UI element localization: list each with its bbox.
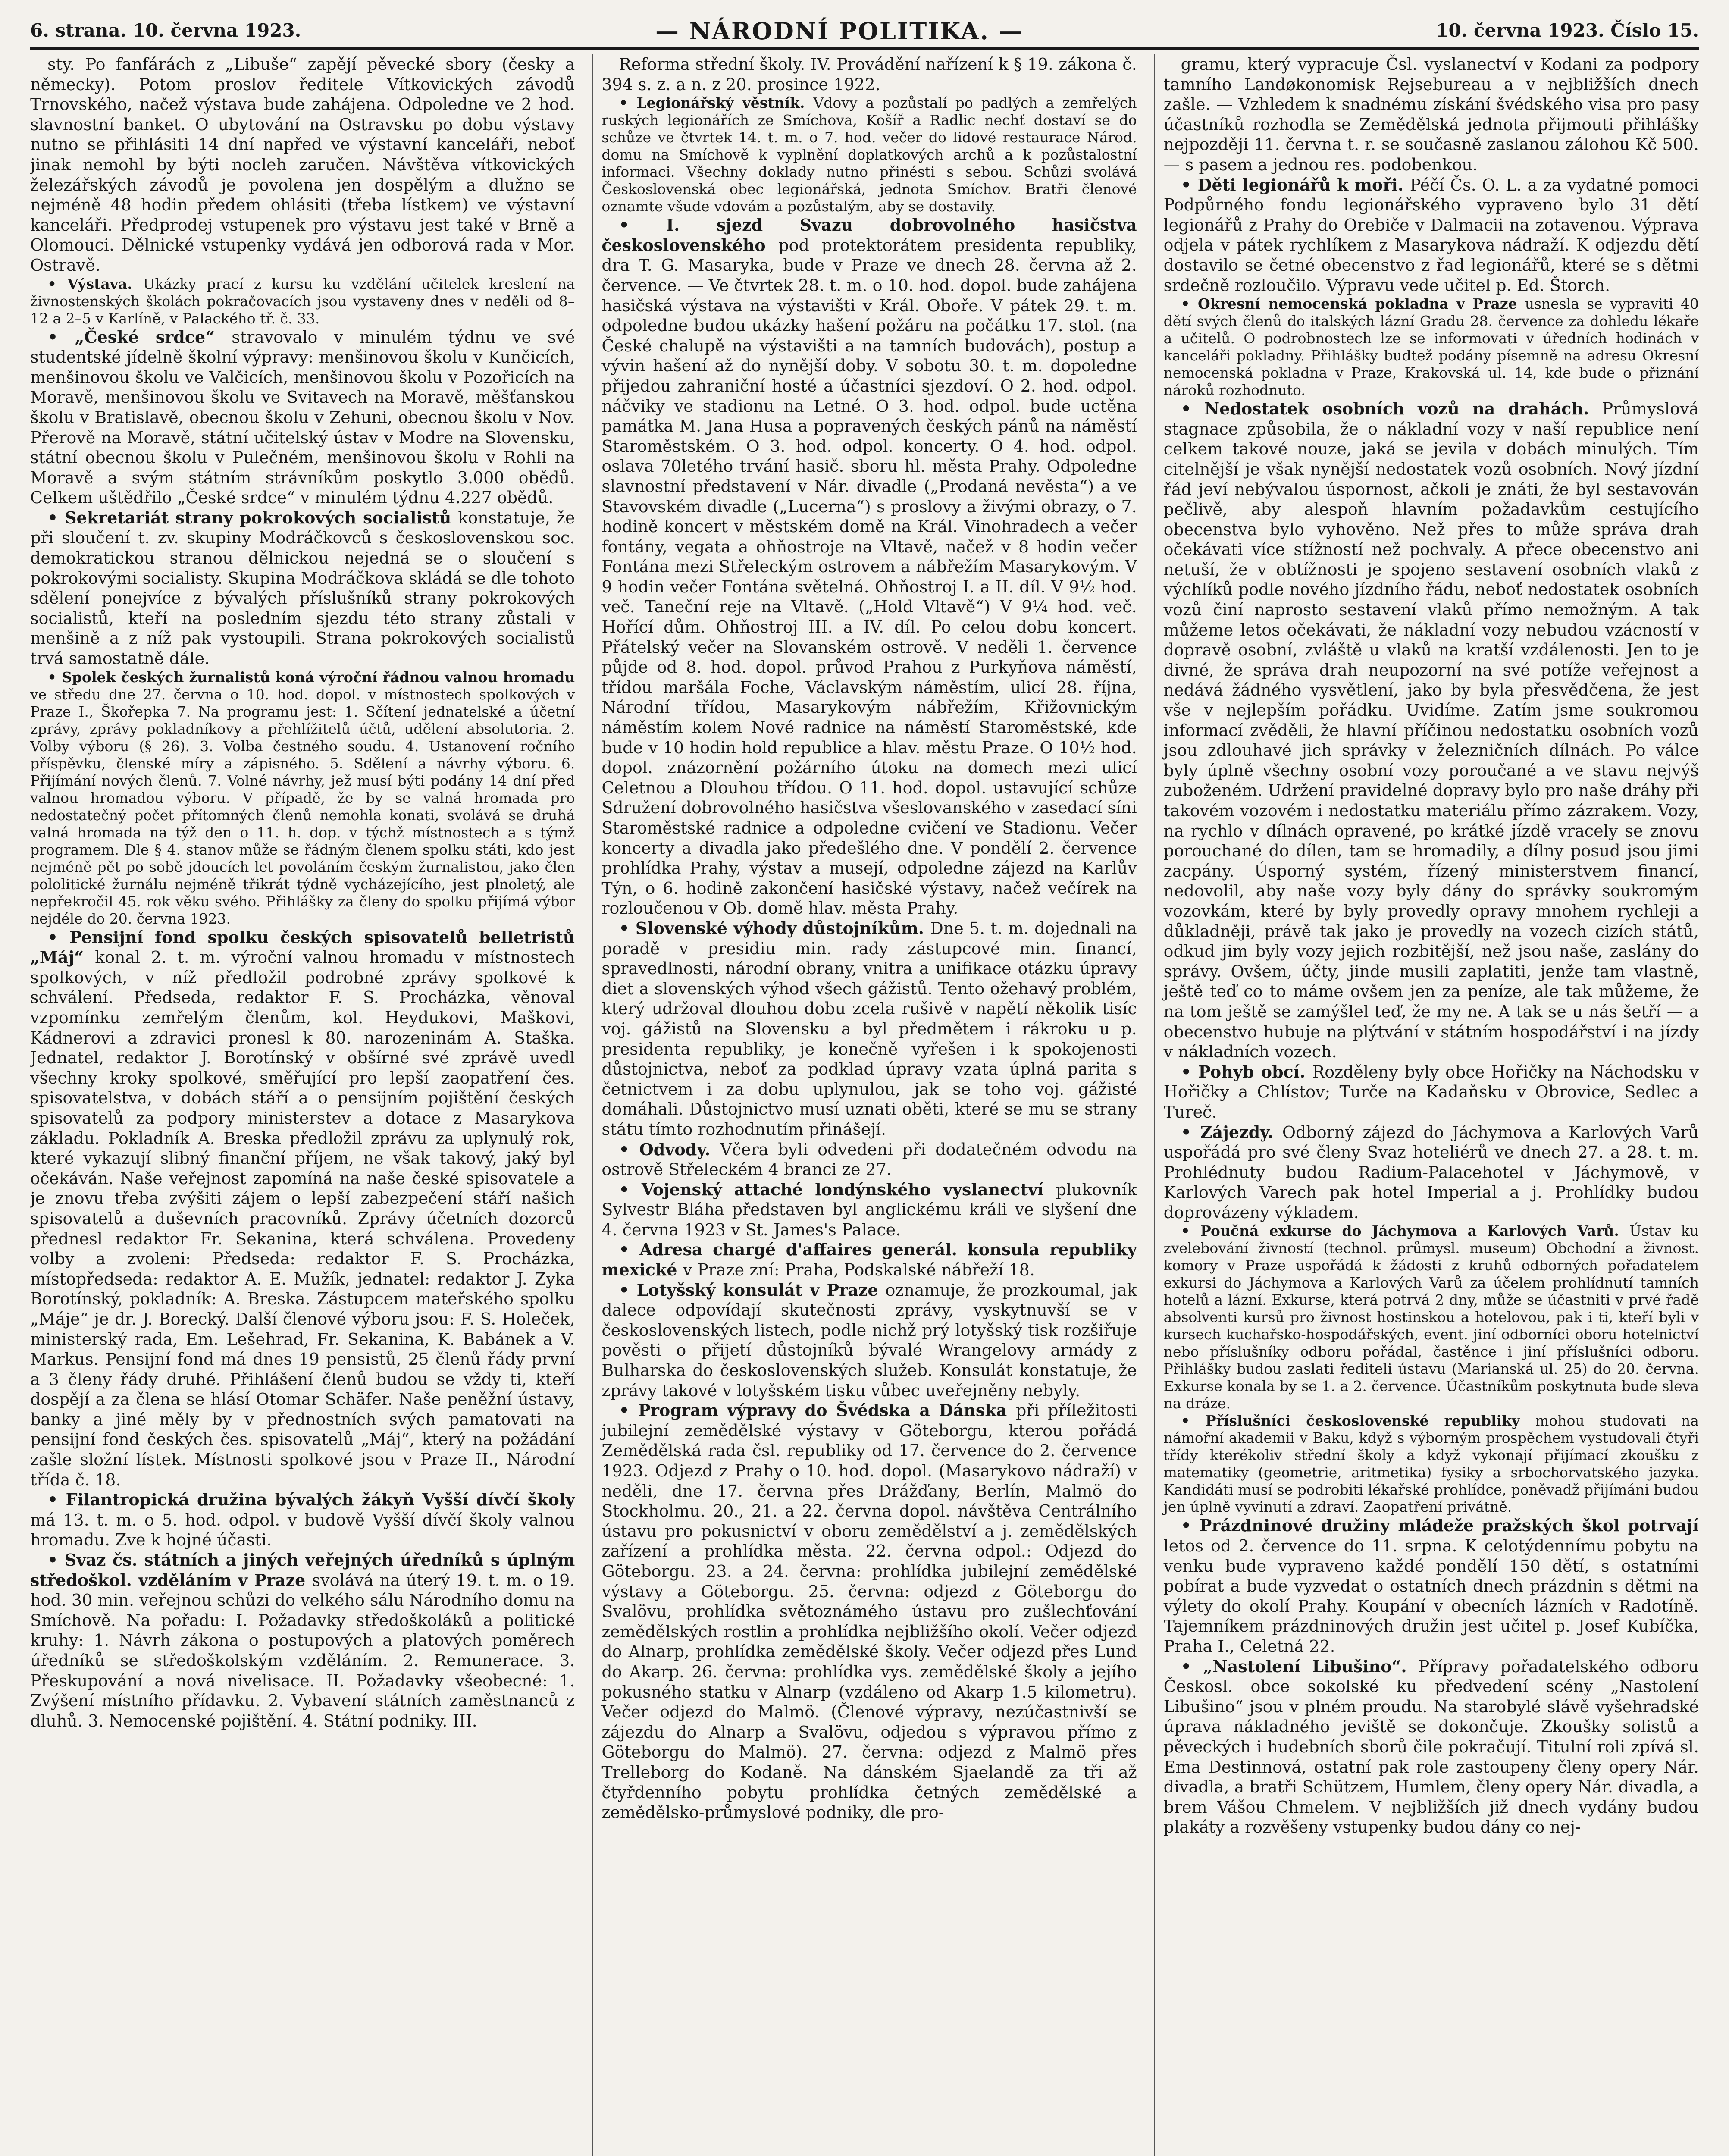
article-headline: • „České srdce“ <box>47 327 232 347</box>
article-body: gramu, který vypracuje Čsl. vyslanectví v Kodani za podpory tamního Landøkonomisk Rejsebureau a v nejbližších dnech zašle. — Vzhledem k snadnému získání švédského visa pro pasy účastníků rozhodla se Zemědělská jednota přijmouti přihlášky nejpozději 11. června t. r. se současně zaslanou zálohou Kč 500.— s pasem a jednou res. podobenkou. <box>1163 55 1699 174</box>
article-headline: • Legionářský věstník. <box>619 94 814 112</box>
article-body: pod protektorátem presidenta republiky, dra T. G. Masaryka, bude v Praze ve dnech 28. června až 2. července. — Ve čtvrtek 28. t. m. o 10. hod. dopol. bude zahájena hasičská výstava na výstavišti v Král. Oboře. V pátek 29. t. m. odpoledne budou ukázky hašení požáru na počátku 17. stol. (na České chalupě na výstavišti a na tamních budovách), postup a vývin hašení až do nynější doby. V sobotu 30. t. m. dopoledne přijedou zahraniční hosté a účastníci sjezdoví. O 2. hod. odpol. náčviky ve stadionu na Letné. O 3. hod. odpol. bude uctěna památka M. Jana Husa a popravených českých pánů na náměstí Staroměstském. O 3. hod. odpol. koncerty. O 4. hod. odpol. oslava 70letého trvání hasič. sboru hl. města Prahy. Odpoledne slavnostní představení v Nár. divadle („Prodaná nevěsta“) a ve Stavovském divadle („Lucerna“) s proslovy a živými obrazy, o 7. hodině koncert v městském domě na Král. Vinohradech a večer fontány, vegata a ohňostroje na Vltavě, načež v 8 hodin večer Fontána mezi Střeleckým ostrovem a nábřežím Masarykovým. V 9 hodin večer Fontána světelná. Ohňostroj I. a II. díl. V 9½ hod. več. Taneční reje na Vltavě. („Hold Vltavě“) V 9¼ hod. več. Hořící dům. Ohňostroj III. a IV. díl. Po celou dobu koncert. Přátelský večer na Slovanském ostrově. V neděli 1. července půjde od 8. hod. dopol. průvod Prahou z Purkyňova náměstí, třídou maršála Foche, Václavským náměstím, ulicí 28. října, Národní třídou, Masarykovým nábřežím, Křižovnickým náměstím kolem Nové radnice na náměstí Staroměstské, kde bude v 10 hodin hold republice a hlav. městu Praze. O 10½ hod. dopol. znázornění požárního útoku na domech mezi ulicí Celetnou a Dlouhou třídou. O 11. hod. dopol. ustavující schůze Sdružení dobrovolného hasičstva všeslovanského v zasedací síni Staroměstské radnice a odpoledne cvičení ve Stadionu. Večer koncerty a divadla jako předešlého dne. V pondělí 2. července prohlídka Prahy, výstav a musejí, odpoledne zájezd na Karlův Týn, o 6. hodině zakončení hasičské výstavy, načež večírek na rozloučenou v Ob. domě hlav. města Prahy. <box>601 235 1137 918</box>
article-headline: • „Nastolení Libušino“. <box>1181 1656 1419 1676</box>
article-paragraph <box>1164 1062 1699 1122</box>
article-paragraph <box>1164 1657 1699 1837</box>
article-paragraph <box>30 1550 575 1731</box>
article-paragraph <box>1164 1222 1699 1412</box>
column-1 <box>30 54 575 2156</box>
article-body: Přípravy pořadatelského odboru Českosl. obce sokolské ku předvedení scény „Nastolení Libušino“ jsou v plném proudu. Na starobylé slávě vyšehradské úprava nákladného jeviště se dokončuje. Zkoušky solistů a pěveckých i hudebních sborů čile pokračují. Titulní roli zpívá sl. Ema Destinnová, ostatní pak role zastoupeny členy opery Nár. divadla, a bratři Schützem, Humlem, členy opery Nár. divadla, a brem Vášou Chmelem. V nejbližších již dnech vydány budou plakáty a rozvěšeny vstupenky budou dány co nej- <box>1163 1657 1699 1837</box>
header-issue: 10. června 1923. Číslo 15. <box>1436 20 1699 41</box>
article-body: Vdovy a pozůstalí po padlých a zemřelých ruských legionářích ze Smíchova, Košíř a Radlic nechť dostaví se do schůze ve čtvrtek 14. t. m. o 7. hod. večer do lidové restaurace Národ. domu na Smíchově k vyplnění doplatkových archů a k pozůstalostní informaci. Všechny doklady nutno přinésti s sebou. Schůzi svolává Československá obec legionářská, jednota Smíchov. Bratři členové oznamte všude vdovám a pozůstalým, aby se dostavily. <box>601 94 1137 215</box>
article-body: konal 2. t. m. výroční valnou hromadu v místnostech spolkových, v níž předložil podrobné zprávy spolkové k schválení. Předseda, redaktor F. S. Procházka, věnoval vzpomínku zemřelým členům, kol. Heydukovi, Maškovi, Kádnerovi a zdravici pronesl k 80. narozeninám A. Staška. Jednatel, redaktor J. Borotínský v obšírné své zprávě uvedl všechny kroky spolkové, směřující pro lepší zaopatření čes. spisovatelstva, v dobách stáří a o pensijním pojištění českých spisovatelů za podpory ministerstev a dotace z Masarykova základu. Pokladník A. Breska předložil zprávu za uplynulý rok, které vykazují slibný finanční příjem, ne však takový, jaký byl očekáván. Naše veřejnost zapomíná na naše české spisovatele a je znovu třeba zvýšiti zájem o lepší zabezpečení stáří našich spisovatelů a duševních pracovníků. Zprávy účetních dozorců přednesl redaktor Fr. Sekanina, která schválena. Provedeny volby a zvoleni: Předseda: redaktor F. S. Procházka, místopředseda: redaktor A. E. Mužík, jednatel: redaktor J. Zyka Borotínský, pokladník: A. Breska. Zástupcem mateřského spolku „Máje“ je dr. J. Borecký. Další členové výboru jsou: F. S. Holeček, ministerský rada, Em. Lešehrad, Fr. Sekanina, K. Babánek a V. Markus. Pensijní fond má dnes 19 pensistů, 25 členů řády první a 3 členy řády druhé. Přihlášení členů budou se vždy ti, kteří dospějí a za člena se hlásí Otomar Schäfer. Naše peněžní ústavy, banky a jiné měly by v přednostních svých pamatovati na pensijní fond českých čes. spisovatelů „Máj“, který na požádání zašle složní lístek. Místnosti spolkové jsou v Praze II., Národní třída č. 18. <box>30 948 575 1489</box>
page-header <box>30 17 1699 50</box>
column-2 <box>592 54 1137 2156</box>
article-body: svolává na úterý 19. t. m. o 19. hod. 30 min. veřejnou schůzi do velkého sálu Národního domu na Smíchově. Na pořadu: I. Požadavky středoškoláků a politické kruhy: 1. Návrh zákona o postupových a platových poměrech úředníků se středoškolským vzděláním. 2. Remunerace. 3. Přeskupování a nová nivelisace. II. Požadavky všeobecné: 1. Zvýšení místního přídavku. 2. Vybavení státních zaměstnanců z dluhů. 3. Nemocenské pojištění. 4. Státní podniky. III. <box>30 1570 575 1730</box>
article-body: stravovalo v minulém týdnu ve své studentské jídelně školní výpravy: menšinovou školu v Kunčicích, menšinovou školu ve Valčicích, menšinovou školu v Pozořicích na Moravě, menšinovou školu ve Svitavech na Moravě, měšťanskou školu v Bratislavě, obecnou školu v Zehuni, obecnou školu v Nov. Přerově na Moravě, státní učitelský ústav v Modre na Slovensku, státní obecnou školu v Pulečném, menšinovou školu v Rohli na Moravě a svým státním strávníkům poskytlo 3.000 obědů. Celkem uštědřilo „České srdce“ v minulém týdnu 4.227 obědů. <box>30 327 575 508</box>
article-paragraph <box>601 1240 1137 1280</box>
article-body: usnesla se vypraviti 40 dětí svých členů do italských lázní Gradu 28. července za dohledu lékaře a učitelů. O podrobnostech lze se informovati v úředních hodinách v kanceláři pokladny. Přihlášky budtež podány písemně na adresu Okresní nemocenská pokladna v Praze, Krakovská ul. 14, kde bude o přiznání nároků rozhodnuto. <box>1163 295 1699 399</box>
article-headline: • Prázdninové družiny mládeže pražských škol potrvají <box>1181 1516 1699 1536</box>
article-headline: • Svaz čs. státních a jiných veřejných úředníků s úplným středoškol. vzděláním v Praze <box>30 1550 575 1590</box>
article-body: Reforma střední školy. IV. Provádění nařízení k § 19. zákona č. 394 s. z. a n. z 20. prosince 1922. <box>601 55 1137 94</box>
article-paragraph <box>1164 1412 1699 1516</box>
article-headline: • Program výpravy do Švédska a Dánska <box>619 1401 1016 1420</box>
article-paragraph <box>1164 399 1699 1062</box>
article-body: plukovník Sylvestr Bláha představen byl anglickému králi ve slyšení dne 4. června 1923 v St. James's Palace. <box>601 1180 1137 1239</box>
article-body: Ústav ku zvelebování živností (technol. průmysl. museum) Obchodní a živnost. komory v Praze uspořádá k žádosti z kruhů odborných pořadatelem exkursi do Jáchymova a Karlových Varů za účelem prohlídnutí tamních hotelů a lázní. Exkurse, která potrvá 2 dny, může se účastniti v prvé řadě absolventi kursů pro živnost hostinskou a hotelovou, pak i ti, kteří byli v kursech kuchařsko-hospodářských, event. jiní odborníci oboru hotelnictví nebo příslušníky odboru pořádal, častěnce i jiní příslušníci odboru. Přihlášky budou zaslati řediteli ústavu (Marianská ul. 25) do 20. června. Exkurse konala by se 1. a 2. července. Účastníkům poskytnuta bude sleva na dráze. <box>1163 1222 1699 1412</box>
article-body: mohou studovati na námořní akademii v Baku, když s výborným prospěchem vystudovali čtyři třídy kterékoliv střední školy a když vykonají přijímací zkoušku z matematiky (geometrie, aritmetika) fysiky a srbochorvatského jazyka. Kandidáti musí se podrobiti lékařské prohlídce, poněvadž přijímáni budou jen úplně vyvinutí a zdraví. Zaopatření privátně. <box>1163 1412 1699 1516</box>
article-headline: • Výstava. <box>47 275 143 292</box>
article-body: Péčí Čs. O. L. a za vydatné pomoci Podpůrného fondu legionářského vypraveno bylo 31 dětí legionářů z Prahy do Orebiče v Dalmacii na zotavenou. Výprava odjela v pátek rychlíkem z Masarykova nádraží. K odjezdu dětí dostavilo se četné obecenstvo z řad legionářů, které se s dětmi srdečně rozloučilo. Výpravu vede učitel p. Ed. Štorch. <box>1163 175 1699 295</box>
article-paragraph <box>1164 295 1699 399</box>
article-paragraph <box>601 1280 1137 1401</box>
article-headline: • Poučná exkurse do Jáchymova a Karlových Varů. <box>1181 1222 1630 1240</box>
article-body: při příležitosti jubilejní zemědělské výstavy v Göteborgu, kterou pořádá Zemědělská rada čsl. republiky od 17. července do 2. července 1923. Odjezd z Prahy o 10. hod. dopol. (Masarykovo nádraží) v neděli, dne 17. června přes Drážďany, Berlín, Malmö do Stockholmu. 20., 21. a 22. června dopol. návštěva Centrálního ústavu pro pokusnictví v oboru zemědělství a j. zemědělských zařízení a prohlídka města. 22. června odpol.: Odjezd do Göteborgu. 23. a 24. června: prohlídka jubilejní zemědělské výstavy a Göteborgu. 25. června: odjezd z Göteborgu do Svalövu, prohlídka světoznámého ústavu pro zušlechťování zemědělských rostlin a prohlídka nejbližšího okolí. Večer odjezd do Alnarp, prohlídka zemědělské školy. Večer odjezd přes Lund do Akarp. 26. června: prohlídka vys. zemědělské školy a jejího pokusného statku v Alnarp (vzdáleno od Akarp 1.5 kilometru). Večer odjezd do Malmö. (Členové výpravy, nezúčastnivší se zájezdu do Alnarp a Svalövu, odjedou s výpravou přímo z Göteborgu do Malmö). 27. června: odjezd z Malmö přes Trelleborg do Kodaně. Na dánském Sjaelandě za tři až čtyřdenního pobytu prohlídka četných zemědělské a zemědělsko-průmyslové podniky, dle pro- <box>601 1401 1137 1822</box>
article-paragraph <box>601 918 1137 1140</box>
article-body: konstatuje, že při sloučení t. zv. skupiny Modráčkovců s československou soc. demokratickou stranou dělnickou nejedná se o sloučení s pokrokovými socialisty. Skupina Modráčkova skládá se dle tohoto sdělení ponejvíce z bývalých příslušníků strany pokrokových socialistů, kteří na posledním sjezdu této strany zůstali v menšině a z níž pak vystoupili. Strana pokrokových socialistů trvá samostatně dále. <box>30 508 575 668</box>
article-body: sty. Po fanfárách z „Libuše“ zapějí pěvecké sbory (česky a německy). Potom proslov ředitele Vítkovických závodů Trnovského, načež výstava bude zahájena. Odpoledne ve 2 hod. slavnostní banket. O ubytování na Ostravsku po dobu výstavy nutno se přihlásiti 14 dní napřed ve výstavní kanceláři, neboť jinak nemohl by býti nocleh zaručen. Návštěva vítkovických železářských závodů je povolena jen dospělým a dlužno se nejméně 48 hodin předem ohlásiti (třeba lístkem) ve výstavní kanceláři. Předprodej vstupenek pro výstavu jest také v Brně a Olomouci. Dělnické vstupenky vydává jen odborová rada v Mor. Ostravě. <box>30 55 575 275</box>
article-headline: • Spolek českých žurnalistů koná výroční řádnou valnou hromadu <box>47 668 575 686</box>
article-body: oznamuje, že prozkoumal, jak dalece odpovídají skutečnosti zprávy, vyskytnuvší se v československých listech, podle nichž prý lotyšský tisk rozšiřuje pověsti o přijetí důstojníků bývalé Wrangelovy armády z Bulharska do československých služeb. Konsulát konstatuje, že zprávy takové v lotyšském tisku vůbec uveřejněny nebyly. <box>601 1280 1137 1400</box>
article-paragraph <box>1164 54 1699 175</box>
article-headline: • Odvody. <box>619 1139 720 1159</box>
article-headline: • Slovenské výhody důstojníkům. <box>619 918 930 938</box>
masthead-title: — NÁRODNÍ POLITIKA. — <box>655 17 1024 45</box>
article-headline: • Pohyb obcí. <box>1181 1062 1312 1081</box>
article-paragraph <box>601 215 1137 918</box>
article-headline: • Okresní nemocenská pokladna v Praze <box>1181 295 1525 313</box>
article-headline: • Adresa chargé d'affaires generál. konsula republiky mexické <box>601 1240 1137 1280</box>
article-paragraph <box>601 94 1137 215</box>
article-paragraph <box>601 1140 1137 1180</box>
article-headline: • Zájezdy. <box>1181 1122 1282 1142</box>
article-headline: • Lotyšský konsulát v Praze <box>619 1280 886 1300</box>
article-body: má 13. t. m. o 5. hod. odpol. v budově Vyšší dívčí školy valnou hromadu. Zve k hojné účasti. <box>30 1510 575 1550</box>
article-paragraph <box>1164 175 1699 296</box>
newspaper-page <box>30 17 1699 2156</box>
article-paragraph <box>30 669 575 928</box>
article-paragraph <box>30 928 575 1490</box>
article-headline: • I. sjezd Svazu dobrovolného hasičstva československého <box>601 215 1137 255</box>
article-columns <box>30 54 1699 2156</box>
article-paragraph <box>30 327 575 508</box>
article-paragraph <box>30 276 575 327</box>
article-paragraph <box>1164 1122 1699 1223</box>
article-paragraph <box>601 1180 1137 1240</box>
article-paragraph <box>601 54 1137 94</box>
article-body: Odborný zájezd do Jáchymova a Karlových Varů uspořádá pro své členy Svaz hoteliérů ve dnech 27. a 28. t. m. Prohlédnuty budou Radium-Palacehotel v Jáchymově, v Karlových Varech pak hotel Imperial a j. Prohlídky budou doprovázeny výkladem. <box>1163 1122 1699 1222</box>
article-paragraph <box>30 54 575 276</box>
article-body: Dne 5. t. m. dojednali na poradě v presidiu min. rady zástupcové min. financí, spravedlnosti, národní obrany, vnitra a unifikace otázku úpravy diet a slovenských výhod všech gážistů. Tento ožehavý problém, který udržoval dlouhou dobu zcela rušivě v napětí několik tisíc voj. gážistů na Slovensku a byl předmětem i rákroku u p. presidenta republiky, je konečně vyřešen i k spokojenosti důstojnictva, neboť za podklad úpravy vzata úplná parita s četnictvem i za dobu uplynulou, jak se toho voj. gážisté domáhali. Důstojnictvo musí uznati oběti, které se mu se strany státu tímto rozhodnutím přinášejí. <box>601 918 1137 1139</box>
article-body: ve středu dne 27. června o 10. hod. dopol. v místnostech spolkových v Praze I., Škořepka 7. Na programu jest: 1. Sčítení jednatelské a účetní zprávy, zprávy pokladníkovy a přehlížitelů účtů, udělení absolutoria. 2. Volby výboru (§ 26). 3. Volba čestného soudu. 4. Ustanovení ročního příspěvku, členské míry a zápisného. 5. Sdělení a návrhy výboru. 6. Přijímání nových členů. 7. Volné návrhy, jež musí býti podány 14 dní před valnou hromadou výboru. V případě, že by se valná hromada pro nedostatečný počet přítomných členů nemohla konati, svolává se druhá valná hromada na týž den o 11. h. dop. v týchž místnostech a s týmž programem. Dle § 4. stanov může se řádným členem spolku státi, kdo jest nejméně pět po sobě jdoucích let povoláním českým žurnalistou, jako člen pololitické žurnálu nejméně třikrát týdně vycházejícího, jest plnoletý, ale nepřekročil 45. rok věku svého. Přihlášky za členy do spolku přijímá výbor nejdéle do 20. června 1923. <box>30 686 575 927</box>
article-body: Průmyslová stagnace způsobila, že o nákladní vozy v naší republice není celkem takové nouze, jaká se jevila v dobách minulých. Tím citelnější je však nynější nedostatek vozů osobních. Nový jízdní řád jeví nebývalou úspornost, ačkoli je znáti, že byl sestavován pečlivě, aby alespoň hlavním požadavkům cestujícího obecenstva bylo vyhověno. Než přes to může správa drah očekávati více stížností než pochvaly. A přece obecenstvo ani netuší, že v obtížnosti je spojeno sestavení osobních vlaků z výchlíků podle nového jízdního řádu, neboť nedostatek osobních vozů činí naprosto sestavení vlaků přímo nemožným. A tak můžeme letos očekávati, že nákladní vozy nebudou vzácností v dopravě osobní, zvláště u vlaků na kratší vzdálenosti. Jen to je divné, že správa drah neupozorní na své potíže veřejnost a nedává žádného vysvětlení, jako by byla přesvědčena, že jest vše v nejlepším pořádku. Uvidíme. Zatím jsme soukromou informací zvěděli, že hlavní příčinou nedostatku osobních vozů jsou zdlouhavé jich správky v železničních dílnách. Po válce byly úplně všechny osobní vozy poroučané a ve stavu nejvýš zuboženém. Udržení pravidelné dopravy bylo pro naše dráhy při takovém vozovém i nedostatku materiálu přímo zázrakem. Vozy, na rychlo v dílnách opravené, po krátké jízdě vracely se znovu porouchané do dílen, tam se hromadily, a dílny posud jsou jimi zacpány. Úsporný systém, řízený ministerstvem financí, nedovolil, aby naše vozy byly dány do správky soukromým vozovkám, které by byly provedly opravy mnohem rychleji a důkladněji, právě tak jako je provedly na vozech cizích států, odkud jim byly vozy jejich rozbitější, než jsou naše, zaslány do správy. Ovšem, účty, jinde musili zaplatiti, jenže tam vlastně, ještě teď co to máme ovšem jen za peníze, ale tak můžeme, že na tom ještě se zamýšlel teď, že my ne. A tak se u nás šetří — a obecenstvo hubuje na plýtvání v státním hospodářství i na jízdy v nákladních vozech. <box>1163 399 1699 1062</box>
header-page-date: 6. strana. 10. června 1923. <box>30 20 301 41</box>
article-paragraph <box>1164 1516 1699 1656</box>
article-paragraph <box>601 1401 1137 1822</box>
article-headline: • Děti legionářů k moři. <box>1181 175 1410 194</box>
article-headline: • Pensijní fond spolku českých spisovatelů belletristů „Máj“ <box>30 927 575 967</box>
article-headline: • Příslušníci československé republiky <box>1181 1412 1536 1429</box>
article-headline: • Vojenský attaché londýnského vyslanectví <box>619 1179 1056 1199</box>
article-headline: • Filantropická družina bývalých žákyň Vyšší dívčí školy <box>47 1490 575 1510</box>
article-paragraph <box>30 508 575 669</box>
article-body: letos od 2. července do 11. srpna. K celotýdennímu pobytu na venku bude vypraveno každé pondělí 150 dětí, s ostatními pobírat a bude vyzvedat o ostatních dnech prázdnin s dětmi na výlety do okolí Prahy. Koupání v obecních lázních v Radotíně. Tajemníkem prázdninových družin jest učitel p. Josef Kubíčka, Praha I., Celetná 22. <box>1163 1536 1699 1656</box>
article-headline: • Nedostatek osobních vozů na drahách. <box>1181 399 1602 419</box>
article-body: Ukázky prací z kursu ku vzdělání učitelek kreslení na živnostenských školách pokračovacích jsou vystaveny dnes v neděli od 8–12 a 2–5 v Karlíně, v Palackého tř. č. 33. <box>30 275 575 327</box>
article-body: Rozděleny byly obce Hořičky na Náchodsku v Hořičky a Chlístov; Turče na Kadaňsku v Obrovice, Sedlec a Tureč. <box>1163 1062 1699 1122</box>
article-body: Včera byli odvedeni při dodatečném odvodu na ostrově Střeleckém 4 branci ze 27. <box>601 1140 1137 1179</box>
article-body: v Praze zní: Praha, Podskalské nábřeží 18. <box>683 1260 1035 1280</box>
column-3 <box>1154 54 1699 2156</box>
article-headline: • Sekretariát strany pokrokových socialistů <box>47 508 458 527</box>
article-paragraph <box>30 1490 575 1550</box>
